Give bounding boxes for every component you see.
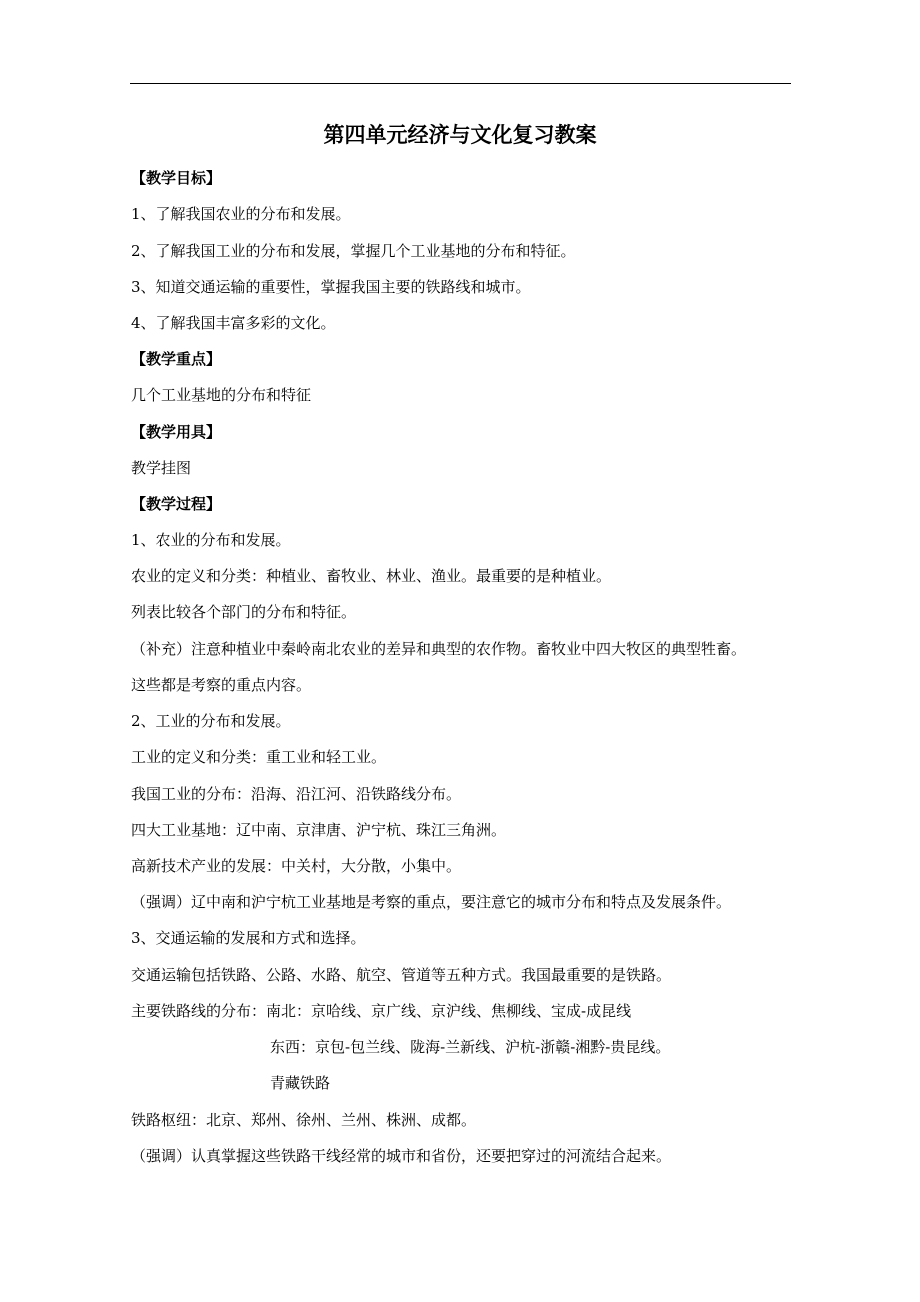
process-line: 1、农业的分布和发展。 — [131, 531, 291, 549]
process-line: 青藏铁路 — [270, 1074, 331, 1092]
process-line: 农业的定义和分类：种植业、畜牧业、林业、渔业。最重要的是种植业。 — [131, 567, 612, 585]
process-line: 2、工业的分布和发展。 — [131, 712, 291, 730]
process-line: 工业的定义和分类：重工业和轻工业。 — [131, 748, 387, 766]
objective-item: 4、了解我国丰富多彩的文化。 — [131, 314, 336, 332]
process-line: 东西：京包-包兰线、陇海-兰新线、沪杭-浙赣-湘黔-贵昆线。 — [270, 1038, 671, 1056]
process-line: 四大工业基地：辽中南、京津唐、沪宁杭、珠江三角洲。 — [131, 821, 507, 839]
objective-item: 2、了解我国工业的分布和发展，掌握几个工业基地的分布和特征。 — [131, 242, 576, 260]
objective-item: 1、了解我国农业的分布和发展。 — [131, 205, 351, 223]
process-line: 高新技术产业的发展：中关村，大分散，小集中。 — [131, 857, 462, 875]
process-line: （补充）注意种植业中秦岭南北农业的差异和典型的农作物。畜牧业中四大牧区的典型牲畜。 — [131, 640, 747, 658]
process-line: 3、交通运输的发展和方式和选择。 — [131, 929, 366, 947]
objective-item: 3、知道交通运输的重要性，掌握我国主要的铁路线和城市。 — [131, 278, 531, 296]
document-title: 第四单元经济与文化复习教案 — [323, 123, 597, 147]
process-line: 列表比较各个部门的分布和特征。 — [131, 603, 357, 621]
tools-heading: 【教学用具】 — [131, 423, 222, 441]
process-heading: 【教学过程】 — [131, 495, 222, 513]
process-line: （强调）辽中南和沪宁杭工业基地是考察的重点，要注意它的城市分布和特点及发展条件。 — [131, 893, 732, 911]
process-line: （强调）认真掌握这些铁路干线经常的城市和省份，还要把穿过的河流结合起来。 — [131, 1147, 672, 1165]
process-line: 我国工业的分布：沿海、沿江河、沿铁路线分布。 — [131, 785, 462, 803]
process-line: 主要铁路线的分布：南北：京哈线、京广线、京沪线、焦柳线、宝成-成昆线 — [131, 1002, 632, 1020]
tools-text: 教学挂图 — [131, 459, 192, 477]
key-points-text: 几个工业基地的分布和特征 — [131, 386, 312, 404]
key-points-heading: 【教学重点】 — [131, 350, 222, 368]
process-line: 这些都是考察的重点内容。 — [131, 676, 312, 694]
header-rule — [130, 83, 791, 84]
process-line: 铁路枢纽：北京、郑州、徐州、兰州、株洲、成都。 — [131, 1111, 477, 1129]
process-line: 交通运输包括铁路、公路、水路、航空、管道等五种方式。我国最重要的是铁路。 — [131, 966, 672, 984]
objectives-heading: 【教学目标】 — [131, 169, 222, 187]
